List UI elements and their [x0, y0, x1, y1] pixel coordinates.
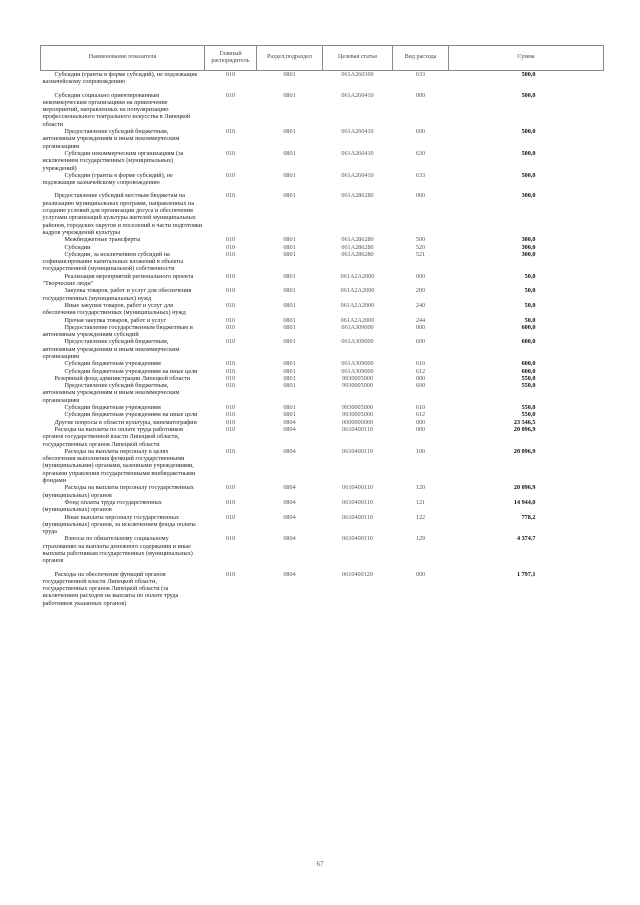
cell-expense-type: 610	[415, 404, 426, 412]
page-number: 67	[316, 860, 324, 868]
table-row	[41, 375, 604, 382]
cell-name: Расходы на выплаты по оплате труда работников органов государственной власти Липецкой области, государственных органов Липецкой области	[42, 425, 184, 448]
cell-chief-administrator: 010	[225, 91, 236, 99]
cell-expense-type: 200	[415, 287, 426, 295]
cell-chief-administrator: 010	[225, 171, 236, 179]
cell-expense-type: 610	[415, 360, 426, 368]
cell-sum: 500,0	[521, 149, 536, 157]
table-row	[41, 92, 604, 128]
cell-sum: 300,0	[521, 236, 536, 244]
cell-expense-type: 121	[415, 498, 426, 506]
cell-section: 0801	[283, 367, 296, 375]
cell-target-article: 9930005000	[342, 374, 373, 382]
cell-chief-administrator: 010	[225, 484, 236, 492]
cell-section: 0804	[283, 484, 296, 492]
cell-chief-administrator: 010	[225, 323, 236, 331]
cell-chief-administrator: 010	[225, 418, 236, 426]
cell-sum: 300,0	[521, 192, 536, 200]
cell-expense-type: 630	[415, 149, 426, 157]
cell-name: Предоставление субсидий бюджетным, автономным учреждениям и иным некоммерческим организациям	[42, 338, 180, 360]
cell-name: Взносы по обязательному социальному страхованию на выплаты денежного содержания и иные выплаты работникам государственных (муниципальных) органов	[42, 535, 193, 565]
header-section-subsection: Раздел,подраздел	[257, 46, 323, 71]
cell-expense-type: 000	[415, 374, 426, 382]
cell-sum: 500,0	[521, 171, 536, 179]
cell-chief-administrator: 010	[225, 192, 236, 200]
cell-target-article: 061A260360	[341, 71, 374, 78]
cell-chief-administrator: 010	[225, 338, 236, 346]
table-row	[41, 324, 604, 339]
table-row	[41, 287, 604, 302]
cell-expense-type: 129	[415, 535, 426, 543]
cell-target-article: 061A260410	[341, 171, 374, 179]
table-header	[41, 46, 604, 71]
cell-sum: 50,0	[524, 301, 536, 309]
cell-chief-administrator: 010	[225, 498, 236, 506]
cell-target-article: 0610400110	[342, 425, 373, 433]
cell-sum: 778,2	[521, 513, 536, 521]
cell-target-article: 061A260410	[341, 128, 374, 136]
cell-sum: 500,0	[521, 71, 536, 78]
cell-chief-administrator: 010	[225, 404, 236, 412]
cell-expense-type: 600	[415, 382, 426, 390]
cell-sum: 50,0	[524, 287, 536, 295]
table-row	[41, 484, 604, 499]
budget-sheet	[40, 45, 603, 607]
cell-target-article: 061A286280	[341, 250, 374, 258]
cell-sum: 20 096,9	[513, 447, 536, 455]
cell-target-article: 0610400110	[342, 535, 373, 543]
cell-target-article: 061A309000	[341, 360, 374, 368]
cell-section: 0801	[283, 301, 296, 309]
cell-name: Предоставление субсидий местным бюджетам на реализацию муниципальных программ, направленных на создание условий для организации досуга и обеспечения услугами организаций культуры жителей муниципальных районов, городских округов и поселений в части подготовки кадров учреждений культуры	[42, 192, 203, 236]
cell-sum: 50,0	[524, 272, 536, 280]
cell-target-article: 061A309000	[341, 323, 374, 331]
cell-expense-type: 120	[415, 484, 426, 492]
cell-sum: 500,0	[521, 128, 536, 136]
cell-expense-type: 244	[415, 316, 426, 324]
cell-expense-type: 500	[415, 236, 426, 244]
cell-sum: 20 096,9	[513, 425, 536, 433]
cell-sum: 600,0	[521, 338, 536, 346]
table-row	[41, 71, 604, 86]
cell-name: Расходы на выплаты персоналу государственных (муниципальных) органов	[42, 484, 194, 499]
header-expense-type: Вид расхода	[393, 46, 449, 71]
cell-sum: 4 374,7	[516, 535, 536, 543]
table-row	[41, 273, 604, 288]
table-row	[41, 535, 604, 564]
table-body	[41, 71, 604, 608]
cell-expense-type: 100	[415, 447, 426, 455]
cell-sum: 20 096,9	[513, 484, 536, 492]
header-indicator-name: Наименование показателя	[41, 46, 205, 71]
cell-target-article: 061A260410	[341, 149, 374, 157]
cell-name: Субсидии	[64, 243, 91, 251]
table-row	[41, 411, 604, 418]
cell-chief-administrator: 010	[225, 367, 236, 375]
cell-section: 0801	[283, 374, 296, 382]
cell-expense-type: 612	[415, 411, 426, 419]
cell-expense-type: 240	[415, 301, 426, 309]
cell-section: 0801	[283, 323, 296, 331]
cell-sum: 300,0	[521, 250, 536, 258]
cell-chief-administrator: 010	[225, 128, 236, 136]
cell-section: 0801	[283, 404, 296, 412]
table-row	[41, 368, 604, 375]
cell-target-article: 0610400110	[342, 498, 373, 506]
cell-target-article: 061A2A2000	[340, 316, 375, 324]
cell-section: 0801	[283, 316, 296, 324]
cell-name: Субсидии бюджетным учреждениям	[64, 360, 161, 368]
cell-chief-administrator: 010	[225, 301, 236, 309]
cell-chief-administrator: 010	[225, 287, 236, 295]
cell-section: 0801	[283, 128, 296, 136]
cell-section: 0801	[283, 287, 296, 295]
cell-name: Субсидии (гранты в форме субсидий), не подлежащие казначейскому сопровождению	[42, 171, 173, 187]
table-row	[41, 172, 604, 187]
cell-section: 0801	[283, 272, 296, 280]
header-chief-administrator: Главный распорядитель	[205, 46, 257, 71]
cell-expense-type: 000	[415, 425, 426, 433]
cell-chief-administrator: 010	[225, 149, 236, 157]
cell-sum: 550,0	[521, 374, 536, 382]
cell-expense-type: 633	[415, 171, 426, 179]
cell-expense-type: 600	[415, 128, 426, 136]
cell-target-article: 9930005000	[342, 404, 373, 412]
cell-section: 0801	[283, 71, 296, 78]
table-row	[41, 236, 604, 243]
cell-section: 0804	[283, 447, 296, 455]
cell-sum: 500,0	[521, 91, 536, 99]
table-row	[41, 404, 604, 411]
cell-name: Предоставление субсидий бюджетным, автономным учреждениям и иным некоммерческим организациям	[42, 128, 180, 150]
cell-expense-type: 000	[415, 418, 426, 426]
cell-section: 0801	[283, 91, 296, 99]
cell-target-article: 9930005000	[342, 382, 373, 390]
cell-name: Субсидии бюджетным учреждениям на иные цели	[64, 411, 198, 419]
table-row	[41, 419, 604, 426]
cell-name: Реализация мероприятий регионального проекта "Творческие люди"	[42, 272, 194, 288]
cell-chief-administrator: 010	[225, 447, 236, 455]
table-row	[41, 302, 604, 317]
cell-name: Субсидии (гранты в форме субсидий), не подлежащие казначейскому сопровождению	[42, 71, 198, 86]
table-row	[41, 150, 604, 172]
cell-name: Иные закупки товаров, работ и услуг для обеспечения государственных (муниципальных) нужд	[42, 301, 186, 317]
cell-target-article: 9930005000	[342, 411, 373, 419]
budget-table	[40, 45, 604, 607]
cell-expense-type: 000	[415, 91, 426, 99]
cell-target-article: 061A2A2000	[340, 272, 375, 280]
cell-sum: 550,0	[521, 382, 536, 390]
cell-sum: 50,0	[524, 316, 536, 324]
cell-chief-administrator: 010	[225, 535, 236, 543]
cell-section: 0804	[283, 418, 296, 426]
cell-section: 0801	[283, 360, 296, 368]
table-row	[41, 426, 604, 448]
cell-sum: 600,0	[521, 323, 536, 331]
cell-expense-type: 520	[415, 243, 426, 251]
cell-chief-administrator: 010	[225, 360, 236, 368]
table-row	[41, 244, 604, 251]
cell-target-article: 0610400110	[342, 447, 373, 455]
table-row	[41, 382, 604, 404]
cell-sum: 550,0	[521, 411, 536, 419]
cell-name: Субсидии бюджетным учреждениям	[64, 404, 161, 412]
cell-target-article: 061A286280	[341, 236, 374, 244]
cell-target-article: 0610400120	[342, 570, 373, 578]
cell-section: 0801	[283, 243, 296, 251]
cell-expense-type: 521	[415, 250, 426, 258]
cell-chief-administrator: 010	[225, 250, 236, 258]
cell-sum: 300,0	[521, 243, 536, 251]
table-row	[41, 499, 604, 514]
cell-section: 0804	[283, 513, 296, 521]
cell-chief-administrator: 010	[225, 570, 236, 578]
cell-target-article: 0000000000	[342, 418, 373, 426]
cell-chief-administrator: 010	[225, 71, 236, 78]
cell-expense-type: 633	[415, 71, 426, 78]
cell-name: Резервный фонд администрации Липецкой области	[54, 374, 191, 382]
cell-section: 0801	[283, 382, 296, 390]
cell-section: 0801	[283, 192, 296, 200]
cell-expense-type: 000	[415, 192, 426, 200]
table-row	[41, 192, 604, 236]
cell-name: Расходы на выплаты персоналу в целях обеспечения выполнения функций государственными (муниципальными) органами, казенными учреждениями, органами управления государственными внебюджетными фондами	[42, 447, 196, 485]
cell-section: 0801	[283, 149, 296, 157]
cell-section: 0801	[283, 250, 296, 258]
cell-sum: 1 797,1	[516, 570, 536, 578]
cell-sum: 23 546,5	[513, 418, 536, 426]
table-row	[41, 360, 604, 367]
cell-section: 0801	[283, 411, 296, 419]
cell-name: Закупка товаров, работ и услуг для обеспечения государственных (муниципальных) нужд	[42, 287, 192, 302]
cell-sum: 14 944,0	[513, 498, 536, 506]
cell-section: 0801	[283, 171, 296, 179]
cell-sum: 550,0	[521, 404, 536, 412]
cell-section: 0804	[283, 535, 296, 543]
header-target-article: Целевая статья	[323, 46, 393, 71]
cell-name: Субсидии, за исключением субсидий на софинансирование капитальных вложений в объекты государственной (муниципальной) собственности	[42, 250, 184, 273]
cell-chief-administrator: 010	[225, 382, 236, 390]
cell-section: 0801	[283, 236, 296, 244]
cell-expense-type: 000	[415, 323, 426, 331]
cell-name: Субсидии некоммерческим организациям (за исключением государственных (муниципальных) учреждений)	[42, 149, 184, 172]
cell-name: Иные выплаты персоналу государственных (муниципальных) органов, за исключением фонда оплаты труда	[42, 513, 196, 536]
table-row	[41, 338, 604, 360]
cell-sum: 600,0	[521, 367, 536, 375]
cell-expense-type: 000	[415, 272, 426, 280]
cell-chief-administrator: 010	[225, 243, 236, 251]
table-row	[41, 448, 604, 484]
cell-chief-administrator: 010	[225, 425, 236, 433]
cell-name: Субсидии бюджетным учреждениям на иные цели	[64, 367, 198, 375]
cell-expense-type: 612	[415, 367, 426, 375]
cell-target-article: 061A260410	[341, 91, 374, 99]
table-row	[41, 128, 604, 150]
cell-target-article: 0610400110	[342, 513, 373, 521]
cell-chief-administrator: 010	[225, 374, 236, 382]
cell-section: 0804	[283, 498, 296, 506]
table-row	[41, 514, 604, 536]
cell-chief-administrator: 010	[225, 316, 236, 324]
table-row	[41, 317, 604, 324]
cell-target-article: 061A2A2000	[340, 301, 375, 309]
cell-target-article: 061A309000	[341, 338, 374, 346]
cell-chief-administrator: 010	[225, 236, 236, 244]
cell-name: Фонд оплаты труда государственных (муниципальных) органов	[42, 498, 162, 514]
cell-target-article: 061A286280	[341, 192, 374, 200]
cell-section: 0804	[283, 425, 296, 433]
cell-name: Предоставление государственным бюджетным и автономным учреждениям субсидий	[42, 323, 193, 339]
cell-target-article: 061A286280	[341, 243, 374, 251]
cell-expense-type: 000	[415, 570, 426, 578]
cell-chief-administrator: 010	[225, 272, 236, 280]
cell-name: Другие вопросы в области культуры, кинематографии	[54, 418, 197, 426]
cell-name: Прочая закупка товаров, работ и услуг	[64, 316, 167, 324]
cell-section: 0804	[283, 570, 296, 578]
cell-expense-type: 600	[415, 338, 426, 346]
cell-section: 0801	[283, 338, 296, 346]
cell-target-article: 0610400110	[342, 484, 373, 492]
table-row	[41, 251, 604, 273]
cell-chief-administrator: 010	[225, 411, 236, 419]
cell-sum: 600,0	[521, 360, 536, 368]
cell-name: Межбюджетные трансферты	[64, 236, 141, 244]
cell-target-article: 061A309000	[341, 367, 374, 375]
cell-target-article: 061A2A2000	[340, 287, 375, 295]
cell-chief-administrator: 010	[225, 513, 236, 521]
cell-name: Предоставление субсидий бюджетным, автономным учреждениям и иным некоммерческим организациям	[42, 382, 180, 404]
cell-name: Субсидии социально ориентированным некоммерческим организациям на привлечение мероприятий, направленных на популяризацию профессионального театрального искусства в Липецкой области	[42, 91, 191, 128]
cell-expense-type: 122	[415, 513, 426, 521]
header-sum: Сумма	[449, 46, 604, 71]
cell-name: Расходы на обеспечение функций органов государственной власти Липецкой области, государственных органов Липецкой области (за исключением расходов на выплаты по оплате труда работников указанных органов)	[42, 570, 179, 607]
table-row	[41, 571, 604, 607]
